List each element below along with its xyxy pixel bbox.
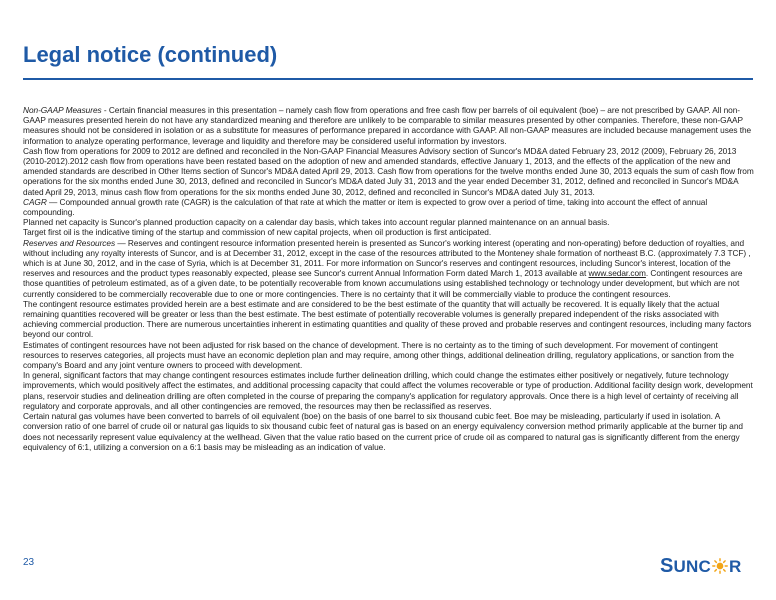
paragraph-cagr xyxy=(23,197,754,217)
paragraph-factors: In general, significant factors that may change contingent resources estimates include further delineation drilling, which could change the estimates either positively or negatively, future technology improvements, which would positively affect the estimates, and additional processing capacity that could affect the volumes recoverable or type of production. Additional facility design work, development plans, reservoir studies and delineation drilling are often completed in the course of preparing the company's application for regulatory approvals. Once there is a high level of certainty of receiving all regulatory and corporate approvals, and all other contingencies are removed, the resources may then be reclassified as reserves. xyxy=(23,370,753,411)
paragraph-planned-capacity: Planned net capacity is Suncor's planned production capacity on a calendar day basis, which takes into account regular planned maintenance on an annual basis. xyxy=(23,217,610,228)
legal-notice-body xyxy=(23,105,754,452)
paragraph-risk: Estimates of contingent resources have not been adjusted for risk based on the chance of development. There is no certainty as to the timing of such development. For movement of contingent resources to reserves categories, all projects must have an economic depletion plan and may require, among other things, additional delineation drilling, regulatory applications, or sanction from the company's Board and any joint venture owners to proceed with development. xyxy=(23,339,734,371)
paragraph-non-gaap xyxy=(23,105,754,146)
paragraph-text: — Reserves and contingent resource information presented herein is presented as Suncor's working interest (operating and non-operating) before deduction of royalties, and without including any royalty interests of Suncor, and is at December 31, 2012, except in the case of the resources attributed to the Monteney shale formation of northeast B.C. (approximately 7.3 TCF) , which is at June 30, 2012, and in the case of Syria, which is at December 31, 2011. For more information on Suncor's reserves and contingent resources, including Suncor's interest, location of the reserves and resources and the product types reasonably expected, please see Suncor's current Annual Information Form dated March 1, 2013 available at xyxy=(23,237,751,279)
paragraph-text: . Contingent resources are those quantities of petroleum estimated, as of a given date, to be potentially recoverable from known accumulations using established technology or technology under development, but which are not currently considered to be commercially recoverable due to one or more contingencies. There is no certainty that it will be commercially viable to produce the contingent resources. xyxy=(23,268,743,299)
sedar-link[interactable]: www.sedar.com xyxy=(588,268,646,279)
paragraph-best-estimate: The contingent resource estimates provided herein are a best estimate and are considered to be the best estimate of the quantity that will actually be recovered. It is equally likely that the actual remaining quantities recovered will be greater or less than the best estimate. The best estimate of potentially recoverable volumes is generally prepared independent of the risks associated with achieving commercial production. There are numerous uncertainties inherent in estimating quantities and quality of these proved and probable reserves and contingent resources, including many factors beyond our control. xyxy=(23,298,752,340)
paragraph-label: Non-GAAP Measures xyxy=(23,105,102,115)
paragraph-boe: Certain natural gas volumes have been converted to barrels of oil equivalent (boe) on the basis of one barrel to six thousand cubic feet. Boe may be misleading, particularly if used in isolation. A conversion ratio of one barrel of crude oil or natural gas liquids to six thousand cubic feet of natural gas is based on an energy equivalency conversion method primarily applicable at the burner tip and does not necessarily represent value equivalency at the wellhead. Given that the value ratio based on the current price of crude oil as compared to natural gas is significantly different from the energy equivalency of 6:1, utilizing a conversion on a 6:1 basis may be misleading as an indication of value. xyxy=(23,411,743,452)
paragraph-target-first-oil: Target first oil is the indicative timing of the startup and commission of new capital projects, when oil production is first anticipated. xyxy=(23,227,492,238)
paragraph-cash-flow: Cash flow from operations for 2009 to 2012 are defined and reconciled in the Non-GAAP Financial Measures Advisory section of Suncor's MD&A dated February 23, 2012 (2009), February 26, 2013 (2010-2012).2012 cash flow from operations have been restated based on the adoption of new and amended standards, effective January 1, 2013, and the effects of the application of the new and amended standards are described in Other Items section of Suncor's MD&A dated April 29, 2013. Cash flow from operations for the twelve months ended June 30, 2013 equals the sum of cash flow from operations for the six months ended June 30, 2013, defined and reconciled in Suncor's MD&A dated July 31, 2013 and the year ended December 31, 2012, defined and reconciled in Suncor's MD&A dated April 29, 2013, minus cash flow from operations for the six months ended June 30, 2012, defined and reconciled in Suncor's MD&A dated July 31, 2013. xyxy=(23,145,754,197)
page-number: 23 xyxy=(23,557,35,568)
page-title: Legal notice (continued) xyxy=(23,42,278,67)
title-divider xyxy=(23,78,753,80)
suncor-logo xyxy=(660,554,760,578)
sun-icon xyxy=(712,558,728,574)
paragraph-text: - Certain financial measures in this presentation – namely cash flow from operations and free cash flow per barrels of oil equivalent (boe) – are not prescribed by GAAP. All non-GAAP measures presented herein do not have any standardized meaning and therefore are unlikely to be comparable to similar measures presented by other companies. Therefore, these non-GAAP measures should not be considered in isolation or as a substitute for measures of performance prepared in accordance with GAAP. All non-GAAP measures are included because management uses the information to analyze operating performance, leverage and liquidity and therefore may be considered useful information by investors. xyxy=(23,105,752,146)
paragraph-text: — Compounded annual growth rate (CAGR) is the calculation of that rate at which the matter or item is expected to grow over a period of time, taking into account the effect of annual compounding. xyxy=(23,196,708,218)
paragraph-label: Reserves and Resources xyxy=(23,237,116,248)
paragraph-reserves xyxy=(23,238,754,299)
paragraph-label: CAGR xyxy=(23,196,47,207)
logo-wordmark: SUNC R xyxy=(660,555,742,577)
